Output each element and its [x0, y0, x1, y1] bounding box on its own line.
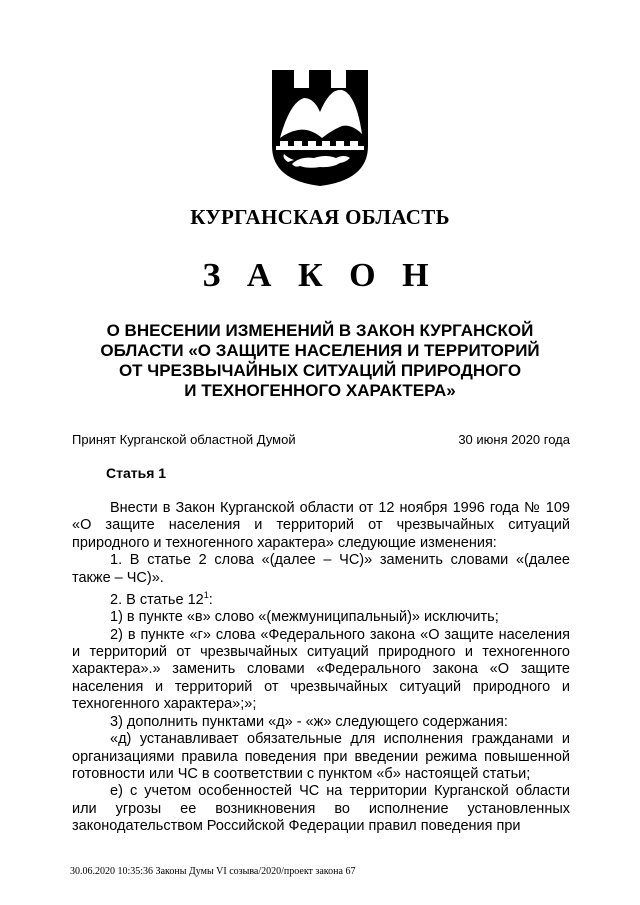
adopted-by-text: Принят Курганской областной Думой — [72, 432, 296, 447]
coat-of-arms-emblem — [270, 68, 370, 188]
adoption-date: 30 июня 2020 года — [458, 432, 570, 447]
paragraph: 1) в пункте «в» слово «(межмуниципальный)» исключить; — [110, 609, 499, 626]
paragraph-text: 2. В статье 12 — [110, 591, 204, 608]
paragraph: 1. В статье 2 слова «(далее – ЧС)» заменить словами «(далее также – ЧС)». — [72, 552, 570, 586]
paragraph: е) с учетом особенностей ЧС на территории Курганской области или угрозы ее возникновения во исполнение установленных законодательством Российской Федерации правил поведения при — [72, 783, 570, 835]
law-title-line: О ВНЕСЕНИИ ИЗМЕНЕНИЙ В ЗАКОН КУРГАНСКОЙ — [106, 321, 534, 340]
law-title — [60, 321, 580, 401]
paragraph: «д) устанавливает обязательные для исполнения гражданами и организациями правила поведения при введении режима повышенной готовности или ЧС в соответствии с пунктом «б» настоящей статьи; — [72, 731, 570, 782]
region-heading: КУРГАНСКАЯ ОБЛАСТЬ — [190, 205, 450, 229]
superscript: 1 — [203, 590, 209, 601]
law-title-line: ОТ ЧРЕЗВЫЧАЙНЫХ СИТУАЦИЙ ПРИРОДНОГО — [118, 361, 522, 380]
article-body — [72, 500, 570, 836]
law-title-line: ОБЛАСТИ «О ЗАЩИТЕ НАСЕЛЕНИЯ И ТЕРРИТОРИЙ — [100, 341, 540, 360]
document-type-heading: З А К О Н — [202, 257, 438, 294]
article-heading: Статья 1 — [106, 465, 167, 481]
paragraph: 2) в пункте «г» слова «Федерального закона «О защите населения и территорий от чрезвычайных ситуаций природного и техногенного характера».» заменить словами «Федерального закона «О защите населения и территорий от чрезвычайных ситуаций природного и техногенного характера»;»; — [72, 626, 570, 713]
law-title-line: И ТЕХНОГЕННОГО ХАРАКТЕРА» — [184, 381, 456, 400]
paragraph — [72, 587, 570, 609]
paragraph: Внести в Закон Курганской области от 12 ноября 1996 года № 109 «О защите населения и территорий от чрезвычайных ситуаций природного и техногенного характера» следующие изменения: — [72, 500, 570, 551]
paragraph-colon: : — [208, 591, 213, 608]
footer-file-path: 30.06.2020 10:35:36 Законы Думы VI созыва/2020/проект закона 67 — [70, 866, 356, 877]
paragraph: 3) дополнить пунктами «д» - «ж» следующего содержания: — [110, 713, 508, 730]
